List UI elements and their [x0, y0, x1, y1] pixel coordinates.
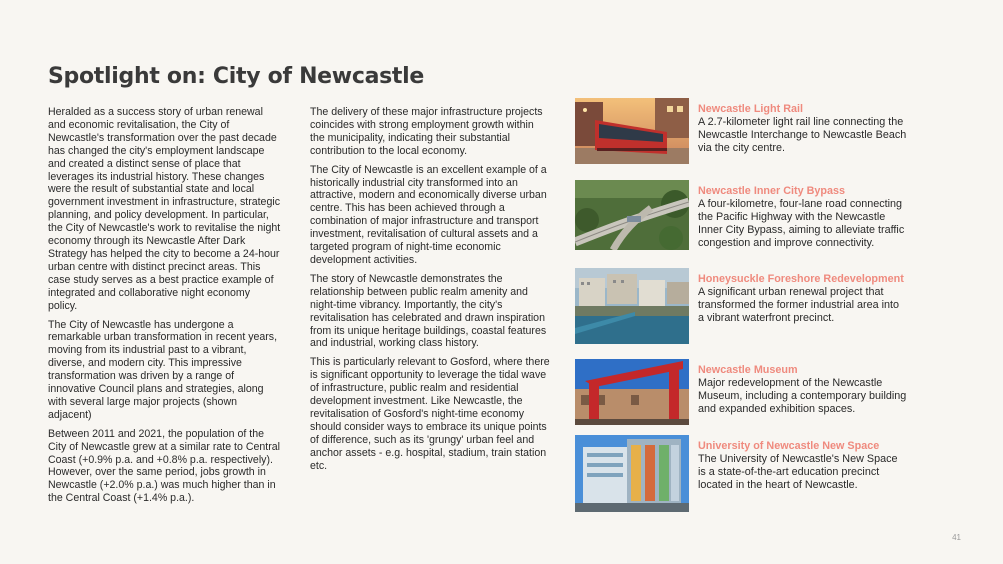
paragraph: The City of Newcastle has undergone a remarkable urban transformation in recent years, moving from its industrial past to a vibrant, diverse, and modern city. This impressive transformation was driven by a range of innovative Council plans and strategies, along with several large major projects (shown adjacent) — [48, 318, 278, 421]
museum-photo — [575, 359, 689, 425]
paragraph: Between 2011 and 2021, the population of the City of Newcastle grew at a similar rate to Central Coast (+0.9% p.a. and +0.8% p.a. respectively). However, over the same period, jobs growth in Newcastle (+2.0% p.a.) was much higher than in the Central Coast (+1.4% p.a.). — [48, 427, 280, 505]
project-title: University of Newcastle New Space — [698, 440, 880, 452]
page-title: Spotlight on: City of Newcastle — [48, 64, 424, 89]
project-description: The University of Newcastle's New Space is a state-of-the-art education precinct located in the heart of Newcastle. — [698, 453, 898, 491]
text-column-left — [48, 106, 282, 511]
project-title: Newcastle Light Rail — [698, 103, 803, 115]
paragraph: The City of Newcastle is an excellent example of a historically industrial city transformed into an attractive, modern and economically diverse urban centre. This has been achieved through a combination of major infrastructure and transport investment, revitalisation of cultural assets and a targeted program of night-time economic development activities. — [310, 163, 547, 266]
honeysuckle-aerial-photo — [575, 268, 689, 344]
project-title: Newcastle Inner City Bypass — [698, 185, 846, 197]
project-description: Major redevelopment of the Newcastle Museum, including a contemporary building and expanded exhibition spaces. — [698, 377, 907, 415]
project-inner-city-bypass — [575, 180, 905, 250]
project-university-new-space — [575, 435, 905, 512]
bypass-aerial-photo — [575, 180, 689, 250]
project-honeysuckle-foreshore — [575, 268, 905, 344]
page-number: 41 — [952, 533, 961, 542]
project-description: A significant urban renewal project that transformed the former industrial area into a vibrant waterfront precinct. — [698, 286, 900, 324]
light-rail-photo — [575, 98, 689, 164]
paragraph: This is particularly relevant to Gosford, where there is significant opportunity to leverage the tidal wave of infrastructure, public realm and residential development investment. Like Newcastle, the revitalisation of Gosford's night-time economy should consider ways to embrace its unique points of difference, such as its 'grungy' urban feel and anchor assets - e.g. hospital, stadium, train station etc. — [310, 356, 550, 472]
paragraph: The delivery of these major infrastructure projects coincides with strong employment growth within the municipality, indicating their substantial contribution to the local economy. — [310, 106, 543, 157]
text-column-middle — [310, 106, 550, 478]
paragraph: The story of Newcastle demonstrates the relationship between public realm amenity and night-time vibrancy. Importantly, the city's revitalisation has celebrated and drawn inspiration from its unique heritage buildings, coastal features and industrial, working class history. — [310, 272, 547, 350]
university-building-photo — [575, 435, 689, 512]
project-light-rail — [575, 98, 905, 164]
project-title: Newcastle Museum — [698, 364, 798, 376]
paragraph: Heralded as a success story of urban renewal and economic revitalisation, the City of Newcastle's transformation over the past decade has changed the city's employment landscape and created a distinct sense of place that leverages its industrial history. These changes were the result of substantial state and local government investment in infrastructure, strategic planning, and policy development. In particular, the City of Newcastle's work to revitalise the night economy through its Newcastle After Dark Strategy has helped the city to become a 24-hour urban centre with distinct precinct areas. This case study serves as a best practice example of integrated and collaborative night economy policy. — [48, 106, 281, 312]
project-description: A four-kilometre, four-lane road connecting the Pacific Highway with the Newcastle Inner City Bypass, aiming to alleviate traffic congestion and improve connectivity. — [698, 198, 905, 249]
project-description: A 2.7-kilometer light rail line connecting the Newcastle Interchange to Newcastle Beach via the city centre. — [698, 116, 907, 154]
project-newcastle-museum — [575, 359, 905, 425]
project-title: Honeysuckle Foreshore Redevelopment — [698, 273, 904, 285]
